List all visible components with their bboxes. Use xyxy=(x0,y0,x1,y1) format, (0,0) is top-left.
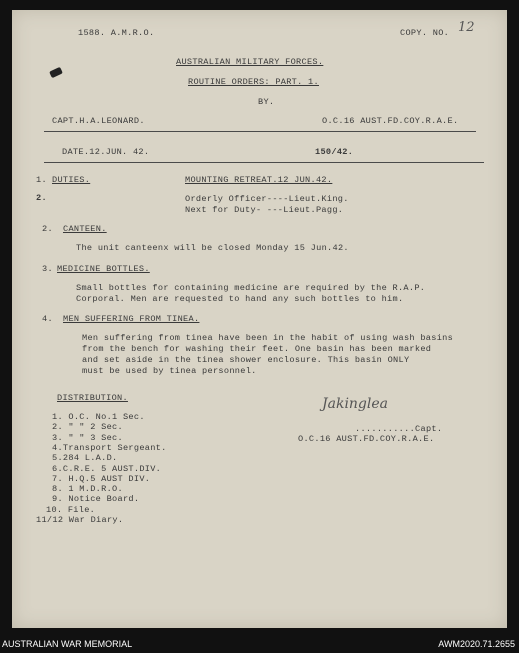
item-2-heading: CANTEEN. xyxy=(63,224,107,234)
tinea-line-2: from the bench for washing their feet. One basin has been marked xyxy=(82,344,432,354)
distribution-item: 6.C.R.E. 5 AUST.DIV. xyxy=(52,463,162,474)
distribution-item: 7. H.Q.5 AUST DIV. xyxy=(52,473,151,484)
title-by: BY. xyxy=(258,97,275,107)
order-date: DATE.12.JUN. 42. xyxy=(62,147,150,157)
officer-unit: O.C.16 AUST.FD.COY.R.A.E. xyxy=(322,116,459,126)
item-3-heading: MEDICINE BOTTLES. xyxy=(57,264,150,274)
item-3-number: 3. xyxy=(42,264,53,274)
distribution-item: 5.284 L.A.D. xyxy=(52,453,118,464)
item-1-number: 1. xyxy=(36,175,47,185)
signature-scribble: Jakinglea xyxy=(322,396,389,412)
order-number: 150/42. xyxy=(315,147,354,157)
title-forces: AUSTRALIAN MILITARY FORCES. xyxy=(176,57,324,67)
item-2-number: 2. xyxy=(42,224,53,234)
officer-name: CAPT.H.A.LEONARD. xyxy=(52,116,145,126)
distribution-item: 8. 1 M.D.R.O. xyxy=(52,484,123,495)
tinea-line-1: Men suffering from tinea have been in the habit of using wash basins xyxy=(82,333,454,343)
distribution-item: 1. O.C. No.1 Sec. xyxy=(52,412,145,422)
divider-bottom xyxy=(44,162,484,163)
distribution-item: 2. " " 2 Sec. xyxy=(52,422,123,433)
orderly-officer: Orderly Officer----Lieut.King. xyxy=(185,194,349,204)
distribution-item: 11/12 War Diary. xyxy=(36,515,124,525)
medicine-line-2: Corporal. Men are requested to hand any such bottles to him. xyxy=(76,294,404,304)
distribution-heading: DISTRIBUTION. xyxy=(57,393,128,403)
item-1-heading: DUTIES. xyxy=(52,175,91,185)
distribution-item: 10. File. xyxy=(46,504,96,515)
tinea-line-3: and set aside in the tinea shower enclosure. This basin ONLY xyxy=(82,355,410,365)
distribution-item: 3. " " 3 Sec. xyxy=(52,432,123,443)
mounting-retreat: MOUNTING RETREAT.12 JUN.42. xyxy=(185,175,333,185)
footer-accession-number: AWM2020.71.2655 xyxy=(438,639,515,649)
distribution-item: 9. Notice Board. xyxy=(52,494,140,505)
footer-institution: AUSTRALIAN WAR MEMORIAL xyxy=(2,639,133,649)
title-routine-orders: ROUTINE ORDERS: PART. 1. xyxy=(188,77,319,87)
signature-unit: O.C.16 AUST.FD.COY.R.A.E. xyxy=(298,434,435,444)
item-4-heading: MEN SUFFERING FROM TINEA. xyxy=(63,314,200,324)
item-4-number: 4. xyxy=(42,314,53,324)
divider-top xyxy=(44,131,476,132)
distribution-item: 4.Transport Sergeant. xyxy=(52,442,167,453)
item-1-sub-number: 2. xyxy=(36,193,47,203)
copy-label: COPY. NO. xyxy=(400,28,450,38)
next-for-duty: Next for Duty- ---Lieut.Pagg. xyxy=(185,205,344,215)
medicine-line-1: Small bottles for containing medicine are required by the R.A.P. xyxy=(76,283,426,293)
signature-rank: ...........Capt. xyxy=(355,424,443,434)
copy-number: 12 xyxy=(458,20,475,35)
tinea-line-4: must be used by tinea personnel. xyxy=(82,366,257,376)
document-reference: 1588. A.M.R.O. xyxy=(78,28,155,38)
canteen-text: The unit canteenx will be closed Monday 15 Jun.42. xyxy=(76,243,349,253)
